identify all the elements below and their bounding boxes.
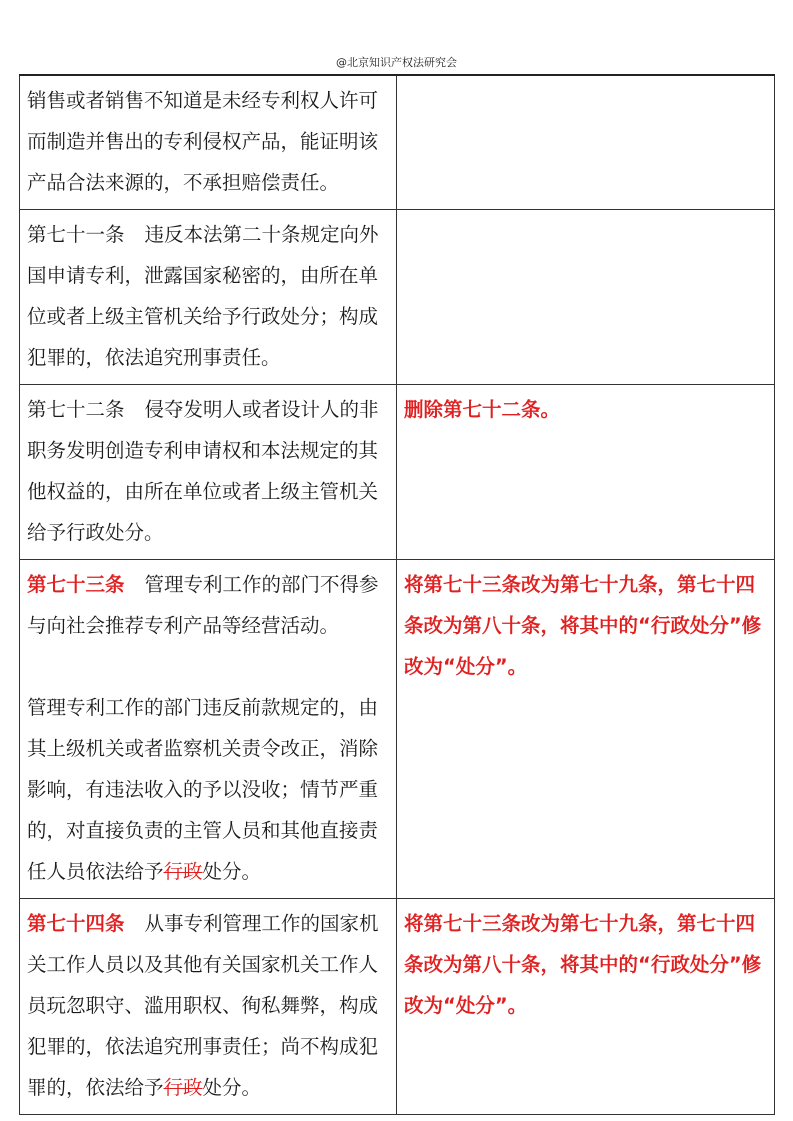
- revision-cell: [397, 560, 775, 899]
- page-header: @北京知识产权法研究会: [336, 56, 457, 69]
- revision-cell: [397, 899, 775, 1115]
- original-text-end: 处分。: [202, 860, 262, 883]
- revision-text: 将第七十三条改为第七十九条，第七十四条改为第八十条，将其中的“行政处分”修改为“处分”。: [404, 912, 762, 1017]
- original-text-cell: [20, 210, 397, 385]
- table-row: [20, 560, 775, 899]
- table-row: [20, 385, 775, 560]
- original-text-paragraph: 管理专利工作的部门违反前款规定的，由其上级机关或者监察机关责令改正，消除影响，有违法收入的予以没收；情节严重的，对直接负责的主管人员和其他直接责任人员依法给予: [27, 696, 379, 883]
- original-text: 违反本法第二十条规定向外国申请专利，泄露国家秘密的，由所在单位或者上级主管机关给予行政处分；构成犯罪的，依法追究刑事责任。: [27, 223, 379, 369]
- revision-cell: [397, 385, 775, 560]
- article-number: 第七十二条: [27, 398, 125, 421]
- deleted-text: 行政: [163, 860, 203, 883]
- original-text-cell: [20, 385, 397, 560]
- original-text-cell: [20, 75, 397, 210]
- revision-cell: [397, 75, 775, 210]
- original-text-cell: [20, 899, 397, 1115]
- original-text: 从事专利管理工作的国家机关工作人员以及其他有关国家机关工作人员玩忽职守、滥用职权、徇私舞弊，构成犯罪的，依法追究刑事责任；尚不构成犯罪的，依法给予: [27, 912, 379, 1099]
- table-row: [20, 899, 775, 1115]
- original-text-cell: [20, 560, 397, 899]
- table-row: [20, 210, 775, 385]
- original-text: 销售或者销售不知道是未经专利权人许可而制造并售出的专利侵权产品，能证明该产品合法来源的，不承担赔偿责任。: [27, 89, 379, 194]
- original-text: 管理专利工作的部门不得参与向社会推荐专利产品等经营活动。: [27, 573, 379, 637]
- original-text: 侵夺发明人或者设计人的非职务发明创造专利申请权和本法规定的其他权益的，由所在单位或者上级主管机关给予行政处分。: [27, 398, 379, 544]
- revision-text: 将第七十三条改为第七十九条，第七十四条改为第八十条，将其中的“行政处分”修改为“处分”。: [404, 573, 762, 678]
- article-number: 第七十四条: [27, 912, 125, 935]
- comparison-table: [19, 74, 775, 1115]
- revision-cell: [397, 210, 775, 385]
- article-number: 第七十三条: [27, 573, 125, 596]
- deleted-text: 行政: [163, 1076, 203, 1099]
- table-row: [20, 75, 775, 210]
- revision-text: 删除第七十二条。: [404, 398, 561, 421]
- article-number: 第七十一条: [27, 223, 125, 246]
- original-text-end: 处分。: [202, 1076, 262, 1099]
